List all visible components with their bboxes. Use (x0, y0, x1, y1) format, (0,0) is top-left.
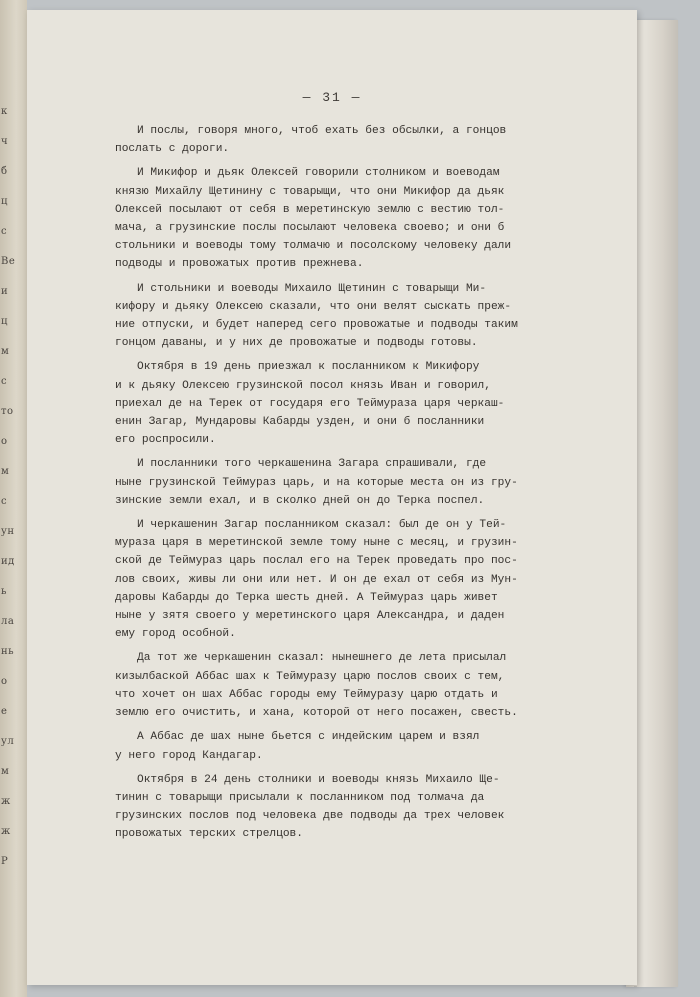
text-line: И черкашенин Загар посланником сказал: был де он у Тей- (137, 519, 507, 532)
text-line: зинские земли ехал, и в сколко дней он до Терка поспел. (115, 494, 485, 507)
facing-page-fragment: ид (1, 556, 15, 567)
adjacent-left-page (0, 0, 27, 997)
facing-page-fragment: ч (1, 136, 9, 147)
facing-page-fragment: ц (1, 316, 8, 327)
text-line: приехал де на Терек от государя его Теймураза царя черкаш- (115, 397, 505, 410)
facing-page-fragment: нь (1, 646, 15, 657)
text-line: И Микифор и дьяк Олексей говорили столником и воеводам (137, 167, 500, 180)
text-line: енин Загар, Мундаровы Кабарды узден, и они б посланники (115, 416, 485, 429)
text-line: Олексей посылают от себя в меретинскую землю с вестию тол- (115, 203, 505, 216)
text-line: землю его очистить, и хана, которой от него посажен, свесть. (115, 707, 518, 720)
facing-page-fragment: с (1, 376, 8, 387)
paragraph (115, 280, 575, 353)
facing-page-fragment: м (1, 766, 10, 777)
facing-page-fragment: м (1, 346, 10, 357)
text-line: послать с дороги. (115, 143, 230, 156)
facing-page-fragment: с (1, 496, 8, 507)
text-line: ние отпуски, и будет наперед сего провожатые и подводы таким (115, 319, 518, 332)
facing-page-fragment: ц (1, 196, 8, 207)
text-line: Октября в 19 день приезжал к посланником к Микифору (137, 361, 480, 374)
text-line: тинин с товарыщи присылали к посланником под толмача да (115, 791, 485, 804)
book-page (27, 10, 637, 985)
text-line: лов своих, живы ли они или нет. И он де ехал от себя из Мун- (115, 573, 518, 586)
facing-page-fragment: ж (1, 826, 11, 837)
paragraph (115, 358, 575, 449)
text-line: и к дьяку Олексею грузинской посол князь Иван и говорил, (115, 379, 491, 392)
paragraph (115, 516, 575, 643)
facing-page-fragment: ун (1, 526, 15, 537)
text-line: мураза царя в меретинской земле тому ныне с месяц, и грузин- (115, 537, 518, 550)
text-line: И послы, говоря много, чтоб ехать без обсылки, а гонцов (137, 125, 507, 137)
text-line: Октября в 24 день столники и воеводы князь Михаило Ще- (137, 773, 500, 786)
facing-page-fragment: б (1, 166, 8, 177)
text-line: И стольники и воеводы Михаило Щетинин с товарыщи Ми- (137, 282, 487, 295)
facing-page-fragment: ул (1, 736, 15, 747)
facing-page-fragment: ж (1, 796, 11, 807)
facing-page-fragment: то (1, 406, 14, 417)
text-line: гонцом даваны, и у них де провожатые и подводы готовы. (115, 337, 478, 350)
paragraph (115, 728, 575, 764)
facing-page-fragment: Р (1, 856, 9, 867)
text-line: кизылбаской Аббас шах к Теймуразу царю послов своих с тем, (115, 670, 505, 683)
text-line: подводы и провожатых против прежнева. (115, 258, 364, 271)
text-line: ныне грузинской Теймураз царь, и на которые места он из гру- (115, 476, 518, 489)
text-line: даровы Кабарды до Терка шесть дней. А Теймураз царь живет (115, 591, 498, 604)
paragraph (115, 122, 575, 158)
text-line: князю Михайлу Щетинину с товарыщи, что они Микифор да дьяк (115, 185, 505, 198)
text-line: Да тот же черкашенин сказал: нынешнего де лета присылал (137, 652, 507, 665)
facing-page-fragment: о (1, 436, 8, 447)
text-line: провожатых терских стрелцов. (115, 828, 303, 841)
paragraph (115, 164, 575, 273)
text-line: кифору и дьяку Олексею сказали, что они велят сыскать преж- (115, 300, 512, 313)
facing-page-fragment: Ве (1, 256, 16, 267)
paragraph (115, 771, 575, 844)
text-line: стольники и воеводы тому толмачю и посолскому человеку дали (115, 240, 512, 253)
paragraph (115, 649, 575, 722)
text-line: ской де Теймураз царь послал его на Терек проведать про пос- (115, 555, 518, 568)
facing-page-fragment: м (1, 466, 10, 477)
text-line: грузинских послов под человека две подводы да трех человек (115, 810, 505, 823)
facing-page-fragment: к (1, 106, 8, 117)
page-number: — 31 — (302, 90, 362, 105)
facing-page-fragment: ь (1, 586, 7, 597)
facing-page-fragment: е (1, 706, 8, 717)
text-line: что хочет он шах Аббас городы ему Теймуразу царю отдать и (115, 688, 498, 701)
text-line: А Аббас де шах ныне бьется с индейским царем и взял (137, 731, 480, 744)
facing-page-fragment: и (1, 286, 9, 297)
text-line: мача, а грузинские послы посылают человека своево; и они б (115, 222, 505, 235)
text-line: ему город особной. (115, 628, 236, 641)
facing-page-fragment: ла (1, 616, 15, 627)
facing-page-fragment: с (1, 226, 8, 237)
text-line: И посланники того черкашенина Загара спрашивали, где (137, 458, 487, 471)
facing-page-fragment: о (1, 676, 8, 687)
paragraph (115, 455, 575, 510)
page-text (115, 122, 575, 850)
text-line: его роспросили. (115, 434, 216, 447)
text-line: ныне у зятя своего у меретинского царя Александра, и даден (115, 610, 505, 623)
text-line: у него город Кандагар. (115, 749, 263, 762)
